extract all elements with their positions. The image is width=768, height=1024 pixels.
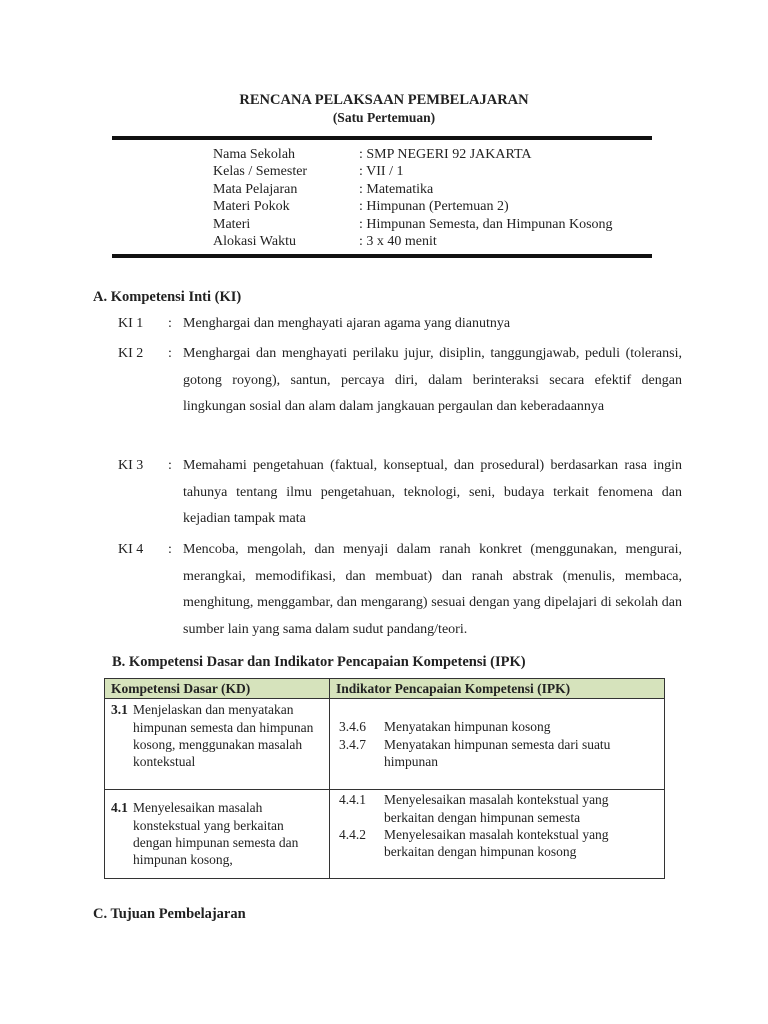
ipk-text: Menyelesaikan masalah kontekstual yang berkaitan dengan himpunan kosong	[384, 826, 609, 860]
document-title: RENCANA PELAKSAAN PEMBELAJARAN	[239, 92, 529, 108]
section-a-heading: A. Kompetensi Inti (KI)	[93, 289, 242, 305]
identity-value: : SMP NEGERI 92 JAKARTA	[359, 147, 532, 162]
identity-value: : Himpunan Semesta, dan Himpunan Kosong	[359, 216, 613, 232]
ipk-item	[336, 718, 644, 735]
ipk-text: Menyelesaikan masalah kontekstual yang berkaitan dengan himpunan semesta	[384, 792, 609, 825]
identity-row-class	[213, 163, 613, 180]
kd-text: Menjelaskan dan menyatakan himpunan semesta dan himpunan kosong, menggunakan masalah kontekstual	[133, 702, 314, 770]
ipk-number: 3.4.7	[339, 736, 366, 752]
table-row	[105, 790, 665, 879]
table-row	[105, 699, 665, 790]
ipk-number: 3.4.6	[339, 719, 366, 735]
top-divider	[112, 136, 652, 140]
kd-cell	[105, 699, 330, 790]
table-header-row	[105, 679, 665, 699]
ipk-number: 4.4.2	[339, 826, 366, 842]
identity-label: Materi	[213, 216, 251, 232]
identity-value: : Himpunan (Pertemuan 2)	[359, 199, 509, 215]
column-header-ipk: Indikator Pencapaian Kompetensi (IPK)	[330, 679, 665, 699]
identity-label: Materi Pokok	[213, 199, 290, 215]
ki-colon: :	[168, 458, 172, 473]
ipk-item	[336, 791, 636, 826]
kd-number: 3.1	[111, 702, 128, 718]
column-header-kd: Kompetensi Dasar (KD)	[105, 679, 330, 699]
ipk-cell	[330, 699, 665, 790]
section-c-heading: C. Tujuan Pembelajaran	[93, 906, 246, 922]
identity-row-topic	[213, 198, 613, 215]
ki-code: KI 3	[118, 458, 144, 473]
identity-label: Kelas / Semester	[213, 164, 308, 180]
ki-text: Mencoba, mengolah, dan menyaji dalam ranah konkret (menggunakan, mengurai, merangkai, memodifikasi, dan membuat) dan ranah abstrak (menulis, membaca, menghitung, menggambar, dan mengarang) sesuai dengan yang dipelajari di sekolah dan sumber lain yang sama dalam sudut pandang/teori.	[183, 542, 682, 637]
ipk-text: Menyatakan himpunan semesta dari suatu himpunan	[384, 736, 611, 769]
identity-block	[213, 146, 613, 250]
bottom-divider	[112, 254, 652, 258]
kd-number: 4.1	[111, 800, 128, 816]
identity-value: : 3 x 40 menit	[359, 234, 437, 250]
ki-item	[118, 341, 682, 421]
identity-row-school	[213, 146, 613, 163]
section-b-heading: B. Kompetensi Dasar dan Indikator Pencapaian Kompetensi (IPK)	[112, 654, 526, 670]
kd-text: Menyelesaikan masalah konstekstual yang berkaitan dengan himpunan semesta dan himpunan kosong,	[133, 800, 299, 868]
identity-row-time	[213, 233, 613, 250]
ki-code: KI 2	[118, 346, 144, 361]
ki-code: KI 4	[118, 542, 144, 557]
identity-label: Alokasi Waktu	[213, 234, 296, 250]
ki-colon: :	[168, 542, 172, 557]
ki-text: Menghargai dan menghayati ajaran agama yang dianutnya	[183, 316, 511, 331]
identity-label: Mata Pelajaran	[213, 181, 298, 197]
ipk-text: Menyatakan himpunan kosong	[384, 719, 551, 735]
ki-item	[118, 537, 682, 643]
identity-row-subject	[213, 181, 613, 198]
ipk-item	[336, 826, 636, 861]
competency-table	[104, 678, 665, 879]
ipk-number: 4.4.1	[339, 792, 366, 808]
ki-colon: :	[168, 316, 172, 331]
ipk-cell	[330, 790, 665, 879]
document-subtitle: (Satu Pertemuan)	[332, 110, 436, 125]
ki-text: Memahami pengetahuan (faktual, konseptual, dan prosedural) berdasarkan rasa ingin tahunya tentang ilmu pengetahuan, teknologi, seni, budaya terkait fenomena dan kejadian tampak mata	[183, 458, 682, 526]
ki-item	[118, 311, 682, 338]
ki-item	[118, 453, 682, 533]
identity-value: : VII / 1	[359, 164, 404, 180]
kd-cell	[105, 790, 330, 879]
ki-code: KI 1	[118, 316, 144, 331]
identity-label: Nama Sekolah	[213, 147, 296, 162]
ipk-item	[336, 736, 644, 771]
ki-text: Menghargai dan menghayati perilaku jujur, disiplin, tanggungjawab, peduli (toleransi, gotong royong), santun, percaya diri, dalam berinteraksi secara efektif dengan lingkungan sosial dan alam dalam jangkauan pergaulan dan keberadaannya	[183, 346, 682, 414]
identity-value: : Matematika	[359, 181, 434, 197]
identity-row-material	[213, 216, 613, 233]
ki-colon: :	[168, 346, 172, 361]
